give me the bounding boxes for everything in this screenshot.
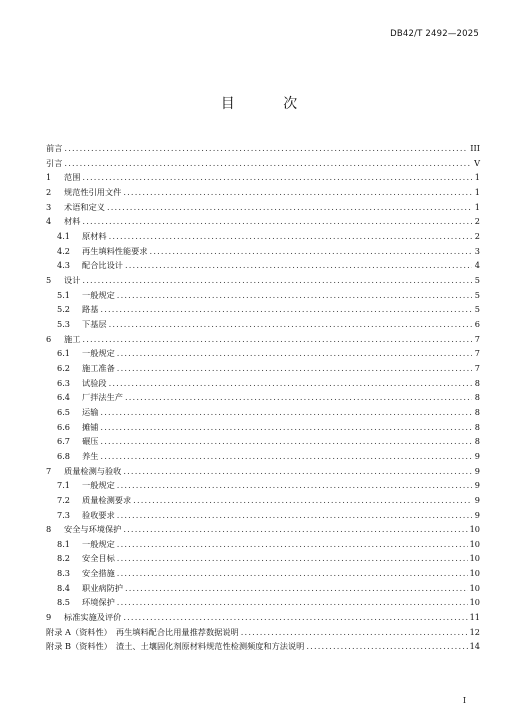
toc-entry[interactable]	[46, 596, 480, 608]
toc-entry-title: 验收要求	[82, 509, 115, 520]
toc-entry[interactable]	[46, 186, 480, 198]
toc-entry-number: 6.8	[57, 450, 71, 461]
toc-leader-dots	[64, 142, 468, 154]
toc-entry-page: 2	[474, 216, 480, 227]
toc-entry-page: 9	[474, 450, 480, 461]
toc-entry-title: 一般规定	[82, 480, 115, 491]
toc-leader-dots	[100, 435, 472, 447]
toc-leader-dots	[117, 362, 472, 374]
toc-entry-page: 2	[474, 230, 480, 241]
toc-entry[interactable]	[46, 142, 480, 154]
toc-entry-number: 6.4	[57, 392, 71, 403]
toc-entry-page: 9	[474, 509, 480, 520]
toc-entry-page: V	[474, 157, 480, 168]
toc-entry[interactable]	[46, 157, 480, 169]
toc-leader-dots	[125, 582, 468, 594]
toc-entry-page: 1	[474, 201, 480, 212]
toc-entry-title: 施工	[64, 333, 81, 344]
toc-leader-dots	[123, 611, 467, 623]
toc-entry-page: 9	[474, 494, 480, 505]
toc-entry-number: 7	[46, 465, 52, 476]
toc-entry-title: 厂拌法生产	[82, 392, 123, 403]
toc-entry-title: 附录 A（资料性） 再生填料配合比用量推荐数据说明	[46, 626, 239, 637]
toc-entry-number: 4.1	[57, 230, 71, 241]
toc-entry-title: 养生	[82, 450, 99, 461]
toc-entry-title: 碾压	[82, 436, 99, 447]
toc-entry[interactable]	[46, 552, 480, 564]
toc-leader-dots	[117, 567, 468, 579]
toc-entry[interactable]	[46, 245, 480, 257]
toc-entry-number: 7.3	[57, 509, 71, 520]
toc-entry-page: 12	[469, 626, 480, 637]
toc-leader-dots	[117, 479, 472, 491]
toc-leader-dots	[109, 230, 472, 242]
toc-leader-dots	[133, 494, 472, 506]
toc-entry-page: 10	[469, 524, 480, 535]
toc-entry[interactable]	[46, 377, 480, 389]
toc-entry-page: 5	[474, 274, 480, 285]
toc-entry[interactable]	[46, 494, 480, 506]
toc-entry[interactable]	[46, 289, 480, 301]
toc-entry-page: 14	[469, 641, 480, 652]
toc-entry-page: 7	[474, 348, 480, 359]
toc-entry[interactable]	[46, 274, 480, 286]
toc-entry-number: 6.5	[57, 406, 71, 417]
toc-leader-dots	[123, 523, 467, 535]
toc-leader-dots	[125, 259, 472, 271]
toc-leader-dots	[100, 450, 472, 462]
toc-leader-dots	[241, 626, 468, 638]
toc-entry-title: 施工准备	[82, 362, 115, 373]
toc-entry[interactable]	[46, 347, 480, 359]
toc-entry-title: 再生填料性能要求	[82, 245, 148, 256]
toc-entry-title: 质量检测与验收	[64, 465, 122, 476]
toc-leader-dots	[117, 347, 472, 359]
toc-leader-dots	[64, 157, 472, 169]
toc-entry-page: 7	[474, 333, 480, 344]
toc-entry-page: 7	[474, 362, 480, 373]
document-code: DB42/T 2492—2025	[390, 29, 479, 39]
toc-leader-dots	[150, 245, 472, 257]
toc-entry-page: III	[470, 143, 480, 153]
toc-entry-title: 安全与环境保护	[64, 524, 122, 535]
toc-leader-dots	[125, 391, 472, 403]
toc-entry-page: 8	[474, 377, 480, 388]
toc-leader-dots	[100, 421, 472, 433]
toc-entry-page: 10	[469, 597, 480, 608]
toc-entry-page: 5	[474, 289, 480, 300]
toc-entry-page: 8	[474, 392, 480, 403]
toc-entry-number: 8.3	[57, 568, 71, 579]
toc-entry-number: 8.2	[57, 553, 71, 564]
toc-entry-number: 6.6	[57, 421, 71, 432]
toc-leader-dots	[82, 274, 472, 286]
toc-entry-page: 8	[474, 406, 480, 417]
toc-entry-title: 下基层	[82, 318, 107, 329]
toc-entry-number: 6.2	[57, 362, 71, 373]
toc-entry[interactable]	[46, 626, 480, 638]
toc-leader-dots	[117, 538, 468, 550]
toc-leader-dots	[82, 171, 472, 183]
toc-entry-title: 职业病防护	[82, 582, 123, 593]
toc-entry-number: 6	[46, 333, 52, 344]
toc-entry-number: 5.2	[57, 304, 71, 315]
toc-entry-title: 引言	[46, 157, 63, 168]
toc-entry-number: 2	[46, 186, 52, 197]
toc-entry[interactable]	[46, 538, 480, 550]
toc-entry-title: 安全目标	[82, 553, 115, 564]
toc-entry-number: 6.7	[57, 436, 71, 447]
toc-entry-page: 10	[469, 568, 480, 579]
toc-entry[interactable]	[46, 421, 480, 433]
toc-entry-number: 5	[46, 274, 52, 285]
toc-entry[interactable]	[46, 567, 480, 579]
toc-entry-number: 8.4	[57, 582, 71, 593]
toc-entry[interactable]	[46, 479, 480, 491]
page-number: I	[462, 696, 466, 705]
toc-entry-title: 环境保护	[82, 597, 115, 608]
toc-entry-number: 8.1	[57, 538, 71, 549]
toc-leader-dots	[82, 215, 472, 227]
toc-entry-title: 原材料	[82, 230, 107, 241]
toc-leader-dots	[117, 596, 468, 608]
toc-entry-title: 摊铺	[82, 421, 99, 432]
toc-entry[interactable]	[46, 509, 480, 521]
toc-leader-dots	[306, 640, 467, 652]
toc-entry-page: 9	[474, 465, 480, 476]
toc-entry[interactable]	[46, 406, 480, 418]
toc-entry-page: 11	[469, 612, 480, 623]
toc-entry-number: 7.1	[57, 480, 71, 491]
toc-entry-title: 附录 B（资料性） 渣土、土壤固化剂原材料规范性检测频度和方法说明	[46, 641, 305, 652]
toc-leader-dots	[100, 406, 472, 418]
toc-entry-title: 术语和定义	[64, 201, 105, 212]
toc-leader-dots	[100, 303, 472, 315]
toc-entry[interactable]	[46, 201, 480, 213]
toc-entry-title: 范围	[64, 172, 81, 183]
toc-entry-page: 10	[469, 582, 480, 593]
toc-entry[interactable]	[46, 611, 480, 623]
toc-entry-number: 9	[46, 612, 52, 623]
toc-entry-title: 规范性引用文件	[64, 186, 122, 197]
toc-entry[interactable]	[46, 215, 480, 227]
toc-entry-title: 材料	[64, 216, 81, 227]
toc-entry[interactable]	[46, 582, 480, 594]
toc-entry-page: 8	[474, 436, 480, 447]
toc-entry[interactable]	[46, 333, 480, 345]
toc-leader-dots	[82, 333, 472, 345]
toc-entry-title: 一般规定	[82, 348, 115, 359]
toc-leader-dots	[117, 552, 468, 564]
toc-leader-dots	[117, 509, 472, 521]
toc-entry-title: 一般规定	[82, 538, 115, 549]
toc-entry-number: 6.3	[57, 377, 71, 388]
toc-entry-number: 4.3	[57, 260, 71, 271]
toc-entry[interactable]	[46, 435, 480, 447]
toc-entry-title: 运输	[82, 406, 99, 417]
toc-leader-dots	[107, 201, 472, 213]
toc-entry[interactable]	[46, 391, 480, 403]
toc-entry-title: 前言	[46, 143, 63, 153]
toc-entry-page: 3	[474, 245, 480, 256]
toc-entry-page: 9	[474, 480, 480, 491]
toc-entry-number: 8.5	[57, 597, 71, 608]
toc-entry-page: 5	[474, 304, 480, 315]
toc-entry-title: 配合比设计	[82, 260, 123, 271]
toc-entry-title: 设计	[64, 274, 81, 285]
toc-entry[interactable]	[46, 230, 480, 242]
toc-leader-dots	[109, 318, 472, 330]
toc-entry[interactable]	[46, 450, 480, 462]
toc-entry-number: 8	[46, 524, 52, 535]
toc-entry-number: 1	[46, 172, 52, 183]
toc-entry[interactable]	[46, 640, 480, 652]
toc-entry-page: 8	[474, 421, 480, 432]
toc-entry[interactable]	[46, 362, 480, 374]
toc-entry-page: 6	[474, 318, 480, 329]
toc-entry-number: 4.2	[57, 245, 71, 256]
toc-entry[interactable]	[46, 303, 480, 315]
toc-entry[interactable]	[46, 259, 480, 271]
toc-entry-page: 4	[474, 260, 480, 271]
toc-entry[interactable]	[46, 171, 480, 183]
toc-entry-number: 5.1	[57, 289, 71, 300]
toc-entry-page: 10	[469, 553, 480, 564]
toc-entry-number: 7.2	[57, 494, 71, 505]
toc-entry-title: 质量检测要求	[82, 494, 132, 505]
toc-entry-number: 5.3	[57, 318, 71, 329]
toc-entry-title: 安全措施	[82, 568, 115, 579]
toc-leader-dots	[123, 186, 472, 198]
toc-entry-title: 一般规定	[82, 289, 115, 300]
toc-leader-dots	[109, 377, 472, 389]
toc-entry-page: 1	[474, 172, 480, 183]
toc-entry[interactable]	[46, 318, 480, 330]
toc-entry-number: 3	[46, 201, 52, 212]
toc-entry[interactable]	[46, 523, 480, 535]
toc-entry-page: 1	[474, 186, 480, 197]
toc-entry-number: 6.1	[57, 348, 71, 359]
toc-title: 目 次	[220, 96, 320, 112]
toc-entry-title: 路基	[82, 304, 99, 315]
toc-leader-dots	[117, 289, 472, 301]
toc-entry-title: 标准实施及评价	[64, 612, 122, 623]
toc-entry-number: 4	[46, 216, 52, 227]
toc-entry-page: 10	[469, 538, 480, 549]
toc-entry[interactable]	[46, 465, 480, 477]
toc-entry-title: 试验段	[82, 377, 107, 388]
toc-leader-dots	[123, 465, 472, 477]
